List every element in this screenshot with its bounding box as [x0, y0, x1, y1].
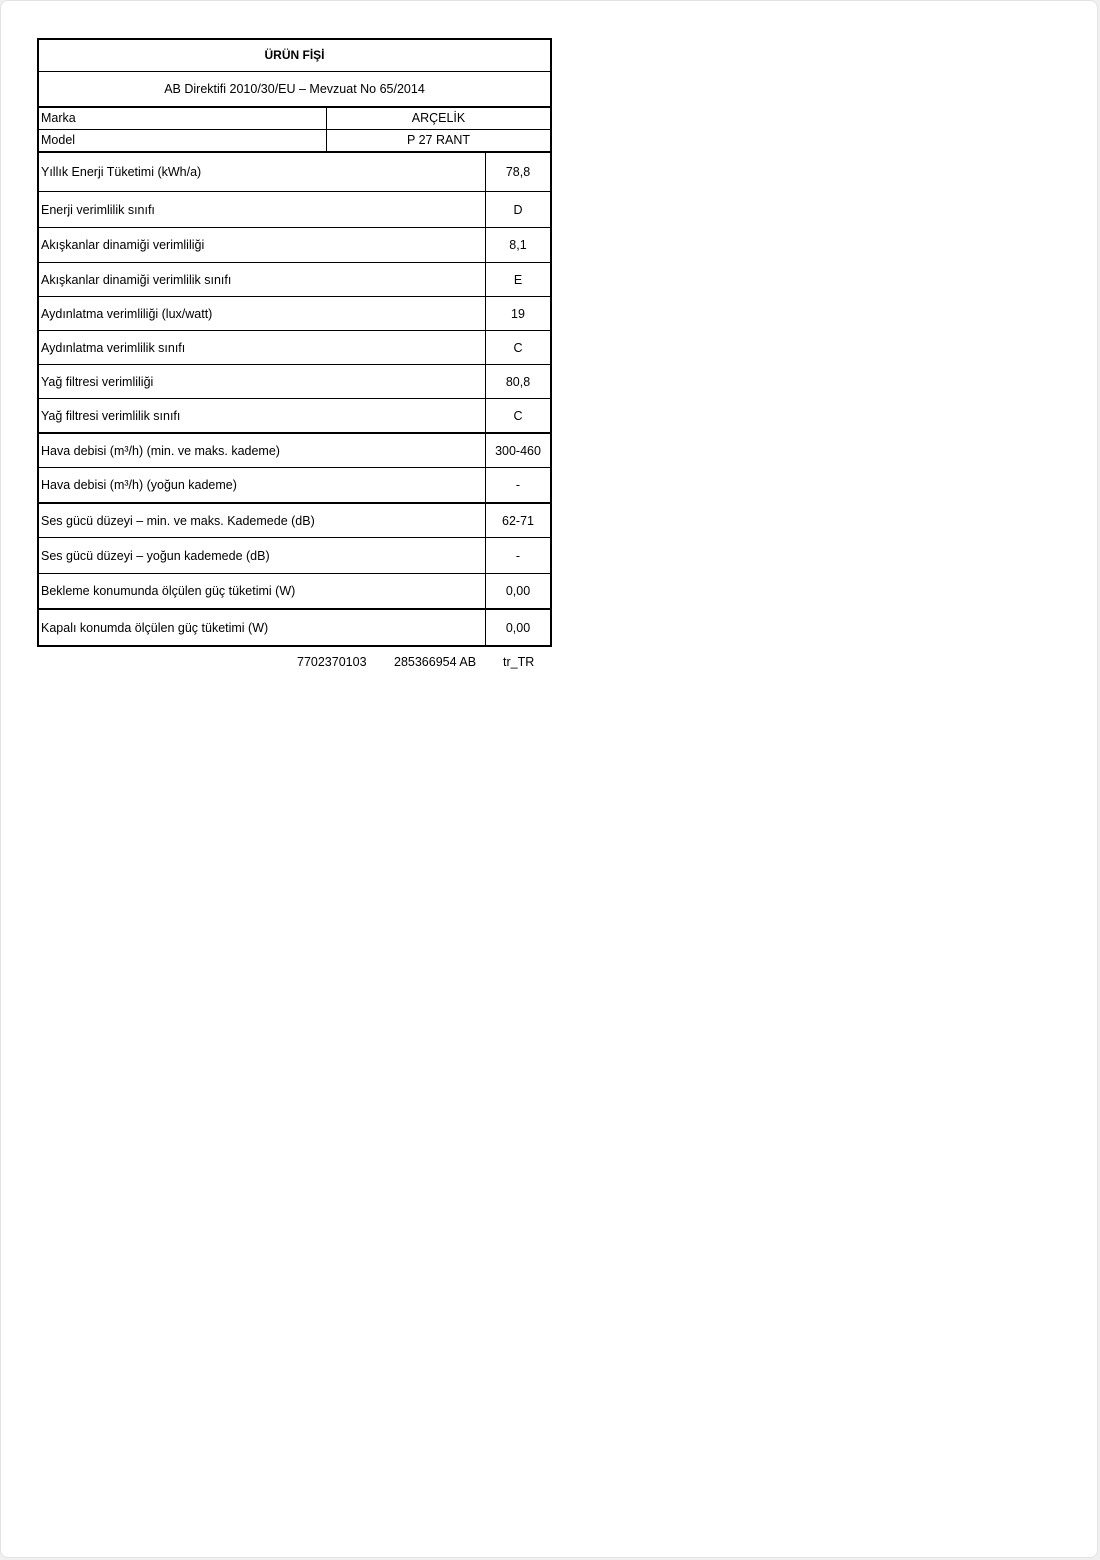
spec-label: Bekleme konumunda ölçülen güç tüketimi (W)	[39, 574, 486, 608]
spec-label: Akışkanlar dinamiği verimlilik sınıfı	[39, 263, 486, 296]
spec-label: Aydınlatma verimliliği (lux/watt)	[39, 297, 486, 330]
spec-label: Hava debisi (m³/h) (min. ve maks. kademe)	[39, 434, 486, 467]
spec-row-airflow-min-max	[39, 432, 550, 467]
model-value: P 27 RANT	[407, 133, 470, 147]
product-fiche-table	[37, 38, 552, 647]
spec-value: C	[513, 340, 523, 355]
spec-row-annual-energy	[39, 151, 550, 191]
spec-label: Kapalı konumda ölçülen güç tüketimi (W)	[39, 610, 486, 645]
fiche-title: ÜRÜN FİŞİ	[39, 40, 550, 72]
spec-row-sound-min-max	[39, 502, 550, 537]
spec-value: 80,8	[505, 374, 531, 389]
spec-label: Yağ filtresi verimliliği	[39, 365, 486, 398]
spec-value: 300-460	[495, 443, 541, 458]
spec-label: Ses gücü düzeyi – yoğun kademede (dB)	[39, 538, 486, 573]
spec-value: D	[513, 202, 523, 217]
locale-code: tr_TR	[503, 655, 535, 669]
spec-value: 0,00	[505, 620, 531, 635]
spec-value: -	[515, 548, 521, 563]
spec-label: Hava debisi (m³/h) (yoğun kademe)	[39, 468, 486, 502]
brand-value: ARÇELİK	[411, 111, 466, 125]
model-label: Model	[39, 130, 327, 151]
spec-label: Yıllık Enerji Tüketimi (kWh/a)	[39, 153, 486, 191]
spec-row-fluid-class	[39, 262, 550, 296]
info-row-brand	[39, 108, 550, 129]
spec-value: 62-71	[502, 513, 534, 528]
spec-value: E	[513, 272, 523, 287]
spec-row-grease-filter-efficiency	[39, 364, 550, 398]
spec-value: C	[513, 408, 523, 423]
spec-label: Yağ filtresi verimlilik sınıfı	[39, 399, 486, 432]
spec-label: Ses gücü düzeyi – min. ve maks. Kademede (dB)	[39, 504, 486, 537]
spec-value: 78,8	[505, 165, 531, 179]
spec-row-airflow-intensive	[39, 467, 550, 502]
brand-label: Marka	[39, 108, 327, 129]
product-code: 7702370103	[297, 655, 367, 669]
fiche-subtitle: AB Direktifi 2010/30/EU – Mevzuat No 65/2014	[39, 72, 550, 108]
spec-value: 8,1	[509, 238, 527, 252]
product-fiche	[37, 38, 552, 671]
spec-value: 0,00	[505, 584, 531, 598]
spec-row-standby-power	[39, 573, 550, 608]
spec-row-fluid-efficiency	[39, 227, 550, 262]
spec-label: Aydınlatma verimlilik sınıfı	[39, 331, 486, 364]
spec-row-energy-class	[39, 191, 550, 227]
spec-row-grease-filter-class	[39, 398, 550, 432]
spec-row-off-power	[39, 608, 550, 645]
spec-value: 19	[511, 306, 525, 321]
spec-row-lighting-efficiency	[39, 296, 550, 330]
spec-row-sound-intensive	[39, 537, 550, 573]
document-code: 285366954 AB	[394, 655, 477, 669]
spec-row-lighting-class	[39, 330, 550, 364]
spec-label: Enerji verimlilik sınıfı	[39, 192, 486, 227]
spec-value: -	[515, 478, 521, 492]
fiche-footer	[37, 647, 552, 671]
spec-label: Akışkanlar dinamiği verimliliği	[39, 228, 486, 262]
info-row-model	[39, 129, 550, 151]
